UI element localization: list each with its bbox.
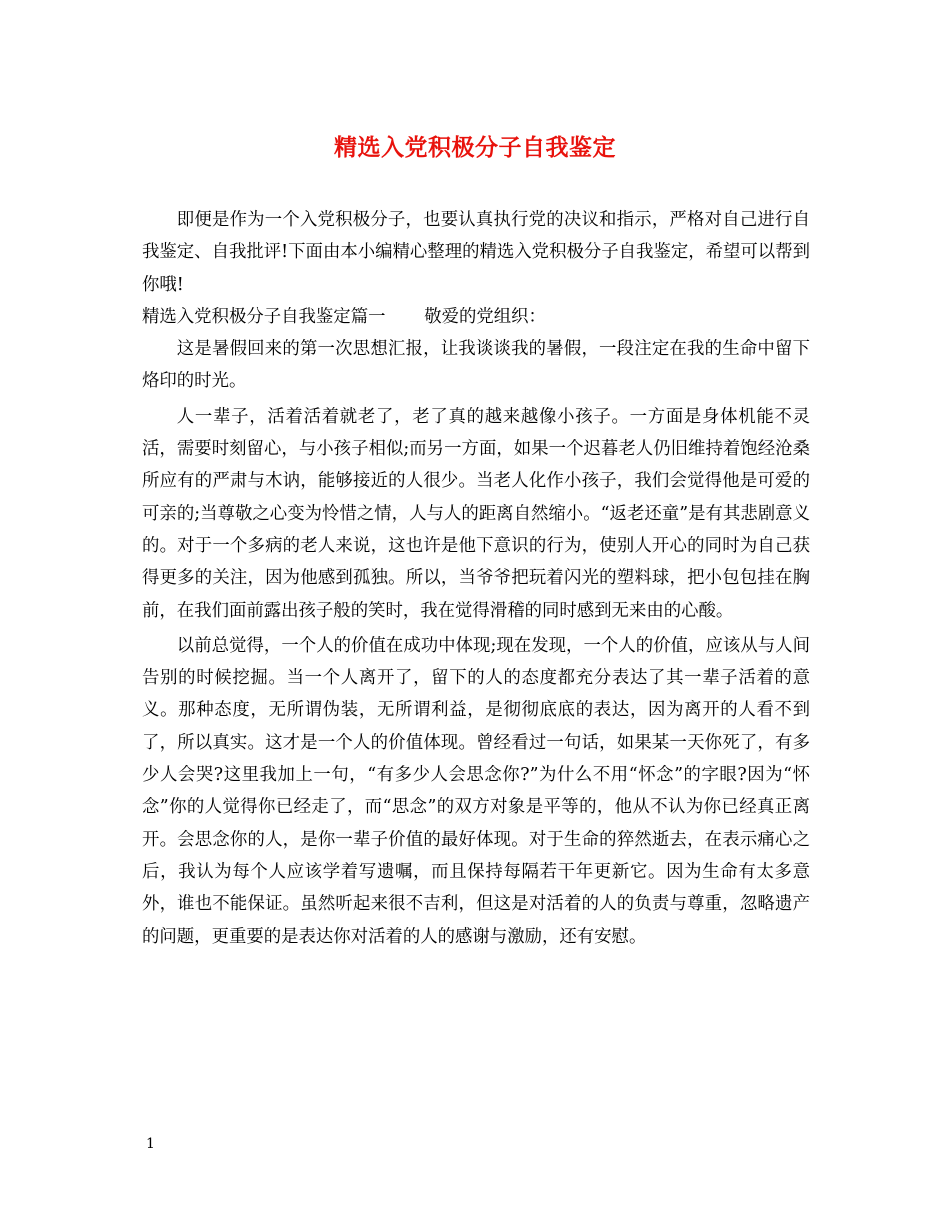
- intro-paragraph: 即便是作为一个入党积极分子，也要认真执行党的决议和指示，严格对自己进行自我鉴定、自我批评!下面由本小编精心整理的精选入党积极分子自我鉴定，希望可以帮到你哦!: [142, 210, 810, 295]
- document-body: [142, 204, 810, 953]
- document-title: 精选入党积极分子自我鉴定: [334, 134, 616, 161]
- body-paragraph-1: 这是暑假回来的第一次思想汇报，让我谈谈我的暑假，一段注定在我的生命中留下烙印的时光。: [142, 339, 810, 392]
- page-number: 1: [146, 1136, 155, 1152]
- section-heading: 精选入党积极分子自我鉴定篇一: [142, 306, 386, 327]
- section-heading-line: [142, 301, 810, 333]
- body-paragraph-3: 以前总觉得，一个人的价值在成功中体现;现在发现，一个人的价值，应该从与人间告别的时候挖掘。当一个人离开了，留下的人的态度都充分表达了其一辈子活着的意义。那种态度，无所谓伪装，无所谓利益，是彻彻底底的表达，因为离开的人看不到了，所以真实。这才是一个人的价值体现。曾经看过一句话，如果某一天你死了，有多少人会哭?这里我加上一句，“有多少人会思念你?”为什么不用“怀念”的字眼?因为“怀念”你的人觉得你已经走了，而“思念”的双方对象是平等的，他从不认为你已经真正离开。会思念你的人，是你一辈子价值的最好体现。对于生命的猝然逝去，在表示痛心之后，我认为每个人应该学着写遗嘱，而且保持每隔若干年更新它。因为生命有太多意外，谁也不能保证。虽然听起来很不吉利，但这是对活着的人的负责与尊重，忽略遗产的问题，更重要的是表达你对活着的人的感谢与激励，还有安慰。: [142, 635, 810, 947]
- salutation: 敬爱的党组织：: [424, 306, 546, 327]
- body-paragraph-2: 人一辈子，活着活着就老了，老了真的越来越像小孩子。一方面是身体机能不灵活，需要时刻留心，与小孩子相似;而另一方面，如果一个迟暮老人仍旧维持着饱经沧桑所应有的严肃与木讷，能够接近的人很少。当老人化作小孩子，我们会觉得他是可爱的可亲的;当尊敬之心变为怜惜之情，人与人的距离自然缩小。“返老还童”是有其悲剧意义的。对于一个多病的老人来说，这也许是他下意识的行为，使别人开心的同时为自己获得更多的关注，因为他感到孤独。所以，当爷爷把玩着闪光的塑料球，把小包包挂在胸前，在我们面前露出孩子般的笑时，我在觉得滑稽的同时感到无来由的心酸。: [142, 406, 810, 621]
